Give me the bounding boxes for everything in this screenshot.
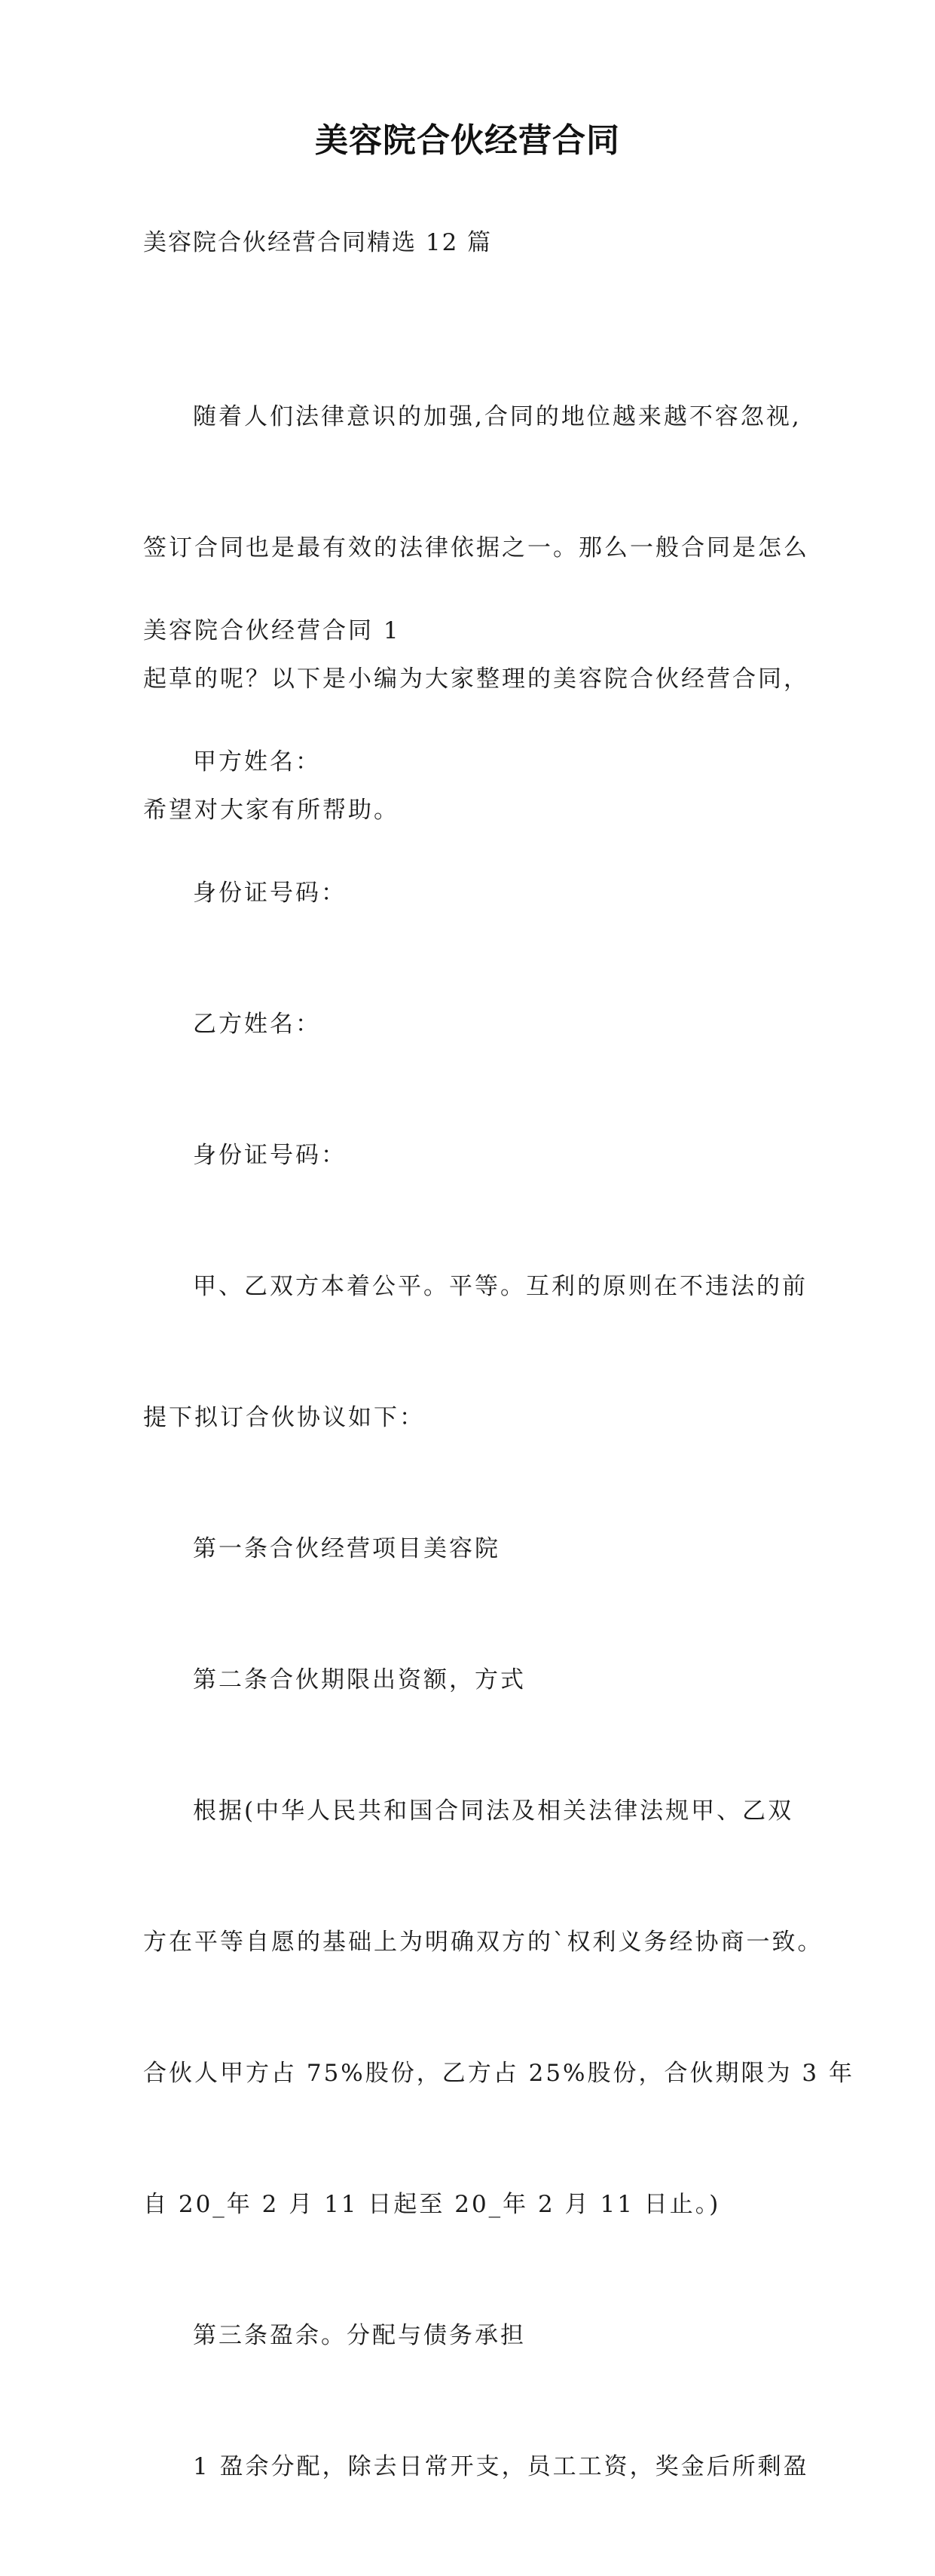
intro-line: 随着人们法律意识的加强,合同的地位越来越不容忽视, <box>193 403 802 430</box>
party-b-name-field: 乙方姓名： <box>193 1011 321 1038</box>
party-b-id-field: 身份证号码： <box>193 1142 347 1169</box>
document-subtitle: 美容院合伙经营合同精选 12 篇 <box>143 229 493 256</box>
body-line: 合伙人甲方占 75%股份，乙方占 25%股份，合伙期限为 3 年 <box>143 2060 854 2087</box>
intro-line: 签订合同也是最有效的法律依据之一。那么一般合同是怎么 <box>143 534 809 561</box>
article-3: 第三条盈余。分配与债务承担 <box>193 2322 526 2349</box>
document-title: 美容院合伙经营合同 <box>315 121 620 160</box>
body-line: 根据(中华人民共和国合同法及相关法律法规甲、乙双 <box>193 1797 794 1825</box>
body-line: 1 盈余分配，除去日常开支，员工工资，奖金后所剩盈 <box>193 2453 809 2480</box>
section-heading: 美容院合伙经营合同 1 <box>143 617 401 644</box>
intro-line: 希望对大家有所帮助。 <box>143 797 399 824</box>
body-line: 自 20_年 2 月 11 日起至 20_年 2 月 11 日止。) <box>143 2191 721 2218</box>
article-2: 第二条合伙期限出资额，方式 <box>193 1666 526 1693</box>
contract-section-1 <box>143 522 854 2576</box>
article-1: 第一条合伙经营项目美容院 <box>193 1535 500 1562</box>
party-a-id-field: 身份证号码： <box>193 880 347 907</box>
intro-line: 起草的呢？以下是小编为大家整理的美容院合伙经营合同， <box>143 665 809 693</box>
party-a-name-field: 甲方姓名： <box>193 748 321 776</box>
body-line: 甲、乙双方本着公平。平等。互利的原则在不违法的前 <box>193 1273 808 1300</box>
body-line: 提下拟订合伙协议如下： <box>143 1404 425 1431</box>
body-line: 方在平等自愿的基础上为明确双方的`权利义务经协商一致。 <box>143 1929 823 1956</box>
